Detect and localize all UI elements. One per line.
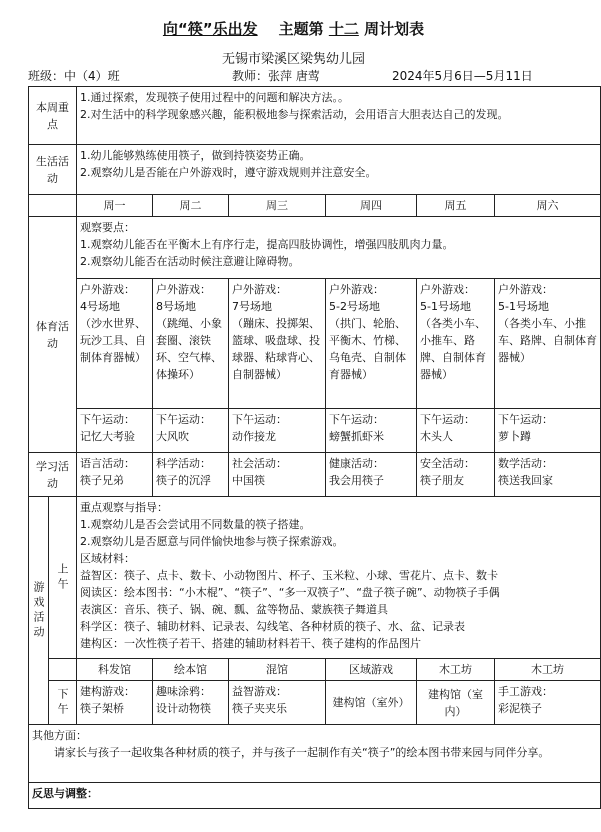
outdoor-place: 5-1号场地 bbox=[498, 300, 549, 313]
other-title: 其他方面： bbox=[32, 729, 87, 742]
material-item: 益智区：筷子、点卡、数卡、小动物图片、杯子、玉米粒、小球、雪花片、点卡、数卡 bbox=[80, 569, 498, 582]
life-label: 生活活动 bbox=[29, 145, 77, 195]
obs-title: 重点观察与指导： bbox=[80, 501, 168, 514]
date-label: 2024年5月6日—5月11日 bbox=[392, 69, 533, 83]
outdoor-items: （各类小车、小推车、路牌、自制体育器械） bbox=[498, 317, 597, 364]
learning-type: 数学活动： bbox=[498, 457, 553, 470]
indoor-name: 大风吹 bbox=[156, 430, 189, 443]
reflection-title: 反思与调整： bbox=[32, 787, 98, 800]
learning-cell bbox=[326, 453, 417, 497]
learning-name: 筷子朋友 bbox=[420, 474, 464, 487]
pm-line1: 趣味涂鸦： bbox=[156, 685, 211, 698]
pm-cell bbox=[229, 681, 326, 725]
game-am-content bbox=[77, 497, 601, 659]
material-item: 建构区：一次性筷子若干、搭建的辅助材料若干、筷子建构的作品图片 bbox=[80, 637, 421, 650]
indoor-title: 下午运动： bbox=[80, 413, 135, 426]
pm-cell bbox=[326, 681, 417, 725]
pe-point: 2.观察幼儿能否在活动时候注意避让障碍物。 bbox=[80, 255, 300, 268]
learning-type: 安全活动： bbox=[420, 457, 475, 470]
learning-name: 筷子的沉浮 bbox=[156, 474, 211, 487]
outdoor-title: 户外游戏： bbox=[329, 283, 384, 296]
indoor-name: 萝卜蹲 bbox=[498, 430, 531, 443]
outdoor-items: （蹦床、投掷架、篮球、吸盘球、投球器、粘球背心、自制器械） bbox=[232, 317, 320, 381]
pm-line1: 手工游戏： bbox=[498, 685, 553, 698]
title-mid: 主题第 bbox=[278, 20, 324, 38]
hall-header: 木工坊 bbox=[417, 659, 495, 681]
learning-cell bbox=[495, 453, 601, 497]
title-week-number: 十二 bbox=[328, 20, 359, 38]
outdoor-cell bbox=[229, 279, 326, 409]
pm-cell bbox=[77, 681, 153, 725]
life-content bbox=[77, 145, 601, 195]
day-header: 周四 bbox=[326, 195, 417, 217]
learning-type: 健康活动： bbox=[329, 457, 384, 470]
indoor-name: 记忆大考验 bbox=[80, 430, 135, 443]
outdoor-title: 户外游戏： bbox=[498, 283, 553, 296]
learning-name: 筷送我回家 bbox=[498, 474, 553, 487]
reflection-section bbox=[29, 783, 601, 809]
pe-points-title: 观察要点： bbox=[80, 221, 135, 234]
title-post: 周计划表 bbox=[364, 20, 425, 38]
indoor-title: 下午运动： bbox=[329, 413, 384, 426]
day-header: 周六 bbox=[495, 195, 601, 217]
focus-item: 2.对生活中的科学现象感兴趣，能积极地参与探索活动，会用语言大胆表达自己的发现。 bbox=[80, 108, 509, 121]
indoor-title: 下午运动： bbox=[498, 413, 553, 426]
outdoor-place: 5-2号场地 bbox=[329, 300, 380, 313]
outdoor-items: （拱门、轮胎、平衡木、竹梯、乌龟壳、自制体育器械） bbox=[329, 317, 406, 381]
learning-name: 中国筷 bbox=[232, 474, 265, 487]
outdoor-items: （沙水世界、玩沙工具、自制体育器械） bbox=[80, 317, 146, 364]
learning-cell bbox=[153, 453, 229, 497]
outdoor-place: 5-1号场地 bbox=[420, 300, 471, 313]
hall-header: 科发馆 bbox=[77, 659, 153, 681]
material-item: 科学区：筷子、辅助材料、记录表、勾线笔、各种材质的筷子、水、盆、记录表 bbox=[80, 620, 465, 633]
indoor-title: 下午运动： bbox=[420, 413, 475, 426]
school-name: 无锡市梁溪区梁隽幼儿园 bbox=[221, 52, 365, 67]
outdoor-title: 户外游戏： bbox=[156, 283, 211, 296]
obs-item: 1.观察幼儿是否会尝试用不同数量的筷子搭建。 bbox=[80, 518, 311, 531]
outdoor-items: （跳绳、小象套圈、滚铁环、空气棒、体操环） bbox=[156, 317, 222, 381]
outdoor-cell bbox=[153, 279, 229, 409]
page-title bbox=[0, 18, 587, 39]
pm-line1: 建构馆（室外） bbox=[332, 696, 410, 709]
teacher-label: 教师：张萍 唐莺 bbox=[232, 69, 320, 83]
hall-header: 绘本馆 bbox=[153, 659, 229, 681]
outdoor-place: 8号场地 bbox=[156, 300, 196, 313]
outdoor-place: 4号场地 bbox=[80, 300, 120, 313]
pm-line1: 益智游戏： bbox=[232, 685, 287, 698]
outdoor-items: （各类小车、小推车、路牌、自制体育器械） bbox=[420, 317, 486, 381]
learning-name: 我会用筷子 bbox=[329, 474, 384, 487]
life-item: 2.观察幼儿是否能在户外游戏时，遵守游戏规则并注意安全。 bbox=[80, 166, 377, 179]
learning-name: 筷子兄弟 bbox=[80, 474, 124, 487]
title-theme: 向“筷”乐出发 bbox=[162, 20, 258, 38]
indoor-cell bbox=[326, 409, 417, 453]
pm-line2: 彩泥筷子 bbox=[498, 702, 542, 715]
focus-content bbox=[77, 87, 601, 145]
outdoor-cell bbox=[417, 279, 495, 409]
learning-cell bbox=[417, 453, 495, 497]
material-item: 表演区：音乐、筷子、锅、碗、瓢、盆等物品、蒙族筷子舞道具 bbox=[80, 603, 388, 616]
pe-label: 体育活动 bbox=[29, 217, 77, 453]
indoor-cell bbox=[417, 409, 495, 453]
pm-line1: 建构馆（室内） bbox=[428, 687, 483, 718]
pm-line2: 筷子夹夹乐 bbox=[232, 702, 287, 715]
pm-cell bbox=[153, 681, 229, 725]
focus-item: 1.通过探索，发现筷子使用过程中的问题和解决方法。。 bbox=[80, 91, 349, 104]
day-header: 周五 bbox=[417, 195, 495, 217]
outdoor-cell bbox=[495, 279, 601, 409]
obs-item: 2.观察幼儿是否愿意与同伴愉快地参与筷子探索游戏。 bbox=[80, 535, 344, 548]
indoor-name: 螃蟹抓虾米 bbox=[329, 430, 384, 443]
pm-line2: 设计动物筷 bbox=[156, 702, 211, 715]
indoor-name: 动作接龙 bbox=[232, 430, 276, 443]
other-text: 请家长与孩子一起收集各种材质的筷子，并与孩子一起制作有关“筷子”的绘本图书带来园与同伴分享。 bbox=[54, 746, 550, 759]
learning-cell bbox=[77, 453, 153, 497]
indoor-title: 下午运动： bbox=[156, 413, 211, 426]
pm-cell bbox=[495, 681, 601, 725]
day-header: 周一 bbox=[77, 195, 153, 217]
other-section bbox=[29, 725, 601, 783]
indoor-cell bbox=[229, 409, 326, 453]
outdoor-cell bbox=[326, 279, 417, 409]
outdoor-cell bbox=[77, 279, 153, 409]
pe-point: 1.观察幼儿能否在平衡木上有序行走，提高四肢协调性，增强四肢肌肉力量。 bbox=[80, 238, 454, 251]
indoor-cell bbox=[495, 409, 601, 453]
day-header: 周三 bbox=[229, 195, 326, 217]
outdoor-place: 7号场地 bbox=[232, 300, 272, 313]
game-label: 游戏活动 bbox=[29, 497, 49, 725]
outdoor-title: 户外游戏： bbox=[232, 283, 287, 296]
indoor-cell bbox=[153, 409, 229, 453]
indoor-cell bbox=[77, 409, 153, 453]
materials-title: 区域材料： bbox=[80, 552, 135, 565]
learning-label: 学习活动 bbox=[29, 453, 77, 497]
pm-cell bbox=[417, 681, 495, 725]
hall-header: 木工坊 bbox=[495, 659, 601, 681]
am-label: 上午 bbox=[49, 497, 77, 659]
indoor-name: 木头人 bbox=[420, 430, 453, 443]
material-item: 阅读区：绘本图书：“小木棍”、“筷子”、“多一双筷子”、“盘子筷子碗”、动物筷子手偶 bbox=[80, 586, 500, 599]
pm-line1: 建构游戏： bbox=[80, 685, 135, 698]
pm-label: 下午 bbox=[49, 681, 77, 725]
hall-header: 混馆 bbox=[229, 659, 326, 681]
weekly-plan-table bbox=[28, 86, 601, 809]
life-item: 1.幼儿能够熟练使用筷子，做到持筷姿势正确。 bbox=[80, 149, 311, 162]
class-label: 班级：中（4）班 bbox=[28, 69, 120, 83]
pm-line2: 筷子架桥 bbox=[80, 702, 124, 715]
outdoor-title: 户外游戏： bbox=[420, 283, 475, 296]
learning-type: 科学活动： bbox=[156, 457, 211, 470]
pe-points bbox=[77, 217, 601, 279]
focus-label: 本周重点 bbox=[29, 87, 77, 145]
outdoor-title: 户外游戏： bbox=[80, 283, 135, 296]
learning-cell bbox=[229, 453, 326, 497]
indoor-title: 下午运动： bbox=[232, 413, 287, 426]
day-header: 周二 bbox=[153, 195, 229, 217]
learning-type: 社会活动： bbox=[232, 457, 287, 470]
hall-header: 区域游戏 bbox=[326, 659, 417, 681]
learning-type: 语言活动： bbox=[80, 457, 135, 470]
